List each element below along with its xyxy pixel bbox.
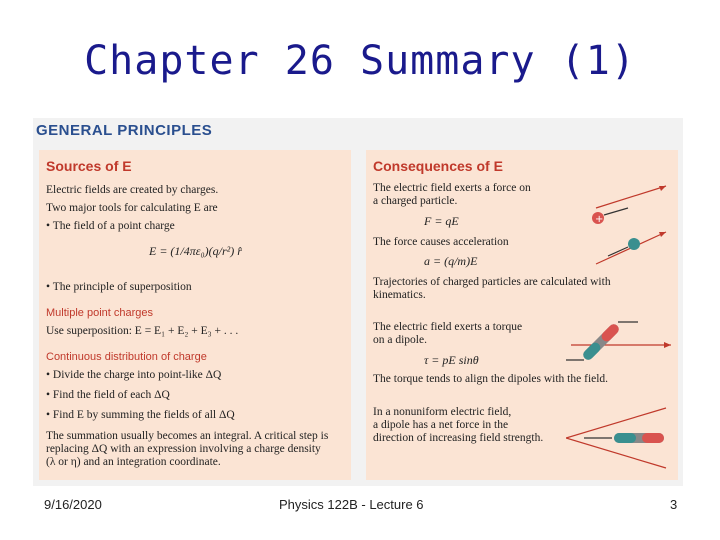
acceleration-text: The force causes acceleration	[373, 236, 509, 248]
force-line-1: The electric field exerts a force on	[373, 182, 531, 194]
acceleration-equation: a = (q/m)E	[424, 254, 478, 268]
sources-heading: Sources of E	[46, 158, 132, 174]
point-charge-equation: E = (1/4πε₀)(q/r²) r̂	[149, 244, 242, 258]
torque-equation: τ = pE sinθ	[424, 353, 479, 367]
slide-title: Chapter 26 Summary (1)	[84, 38, 636, 84]
force-line-2: a charged particle.	[373, 195, 458, 207]
summary-line-3: (λ or η) and an integration coordinate.	[46, 456, 221, 468]
sources-box	[39, 150, 351, 480]
nonuniform-line-1: In a nonuniform electric field,	[373, 406, 512, 418]
general-principles-heading: GENERAL PRINCIPLES	[36, 122, 213, 139]
torque-line-2: on a dipole.	[373, 334, 427, 346]
torque-line-1: The electric field exerts a torque	[373, 321, 523, 333]
step-sum: • Find E by summing the fields of all ΔQ	[46, 409, 235, 421]
summary-line-1: The summation usually becomes an integral. A critical step is	[46, 430, 329, 442]
bullet-point-charge: • The field of a point charge	[46, 220, 175, 232]
nonuniform-line-3: direction of increasing field strength.	[373, 432, 544, 444]
nonuniform-field-figure	[566, 398, 676, 478]
trajectory-line-1: Trajectories of charged particles are calculated with	[373, 276, 611, 288]
nonuniform-line-2: a dipole has a net force in the	[373, 419, 509, 431]
continuous-distribution-heading: Continuous distribution of charge	[46, 351, 207, 363]
svg-text:+: +	[595, 214, 604, 225]
consequences-box	[366, 150, 678, 480]
superposition-equation: Use superposition: E = E₁ + E₂ + E₃ + . . .	[46, 325, 239, 337]
sources-line-1: Electric fields are created by charges.	[46, 184, 219, 196]
page-number: 3	[670, 497, 678, 512]
bullet-superposition: • The principle of superposition	[46, 281, 192, 293]
sources-line-2: Two major tools for calculating E are	[46, 202, 218, 214]
step-find-field: • Find the field of each ΔQ	[46, 389, 170, 401]
footer-lecture: Physics 122B - Lecture 6	[279, 497, 424, 512]
align-text: The torque tends to align the dipoles with the field.	[373, 373, 609, 385]
consequences-heading: Consequences of E	[373, 158, 503, 174]
multiple-charges-heading: Multiple point charges	[46, 307, 154, 319]
summary-panel	[33, 118, 683, 486]
trajectory-line-2: kinematics.	[373, 289, 426, 301]
step-divide: • Divide the charge into point-like ΔQ	[46, 369, 222, 381]
force-on-charge-figure	[586, 178, 676, 268]
footer-date: 9/16/2020	[44, 497, 102, 512]
force-equation: F = qE	[424, 214, 459, 228]
summary-line-2: replacing ΔQ with an expression involving a charge density	[46, 443, 321, 455]
dipole-torque-figure	[566, 300, 676, 390]
